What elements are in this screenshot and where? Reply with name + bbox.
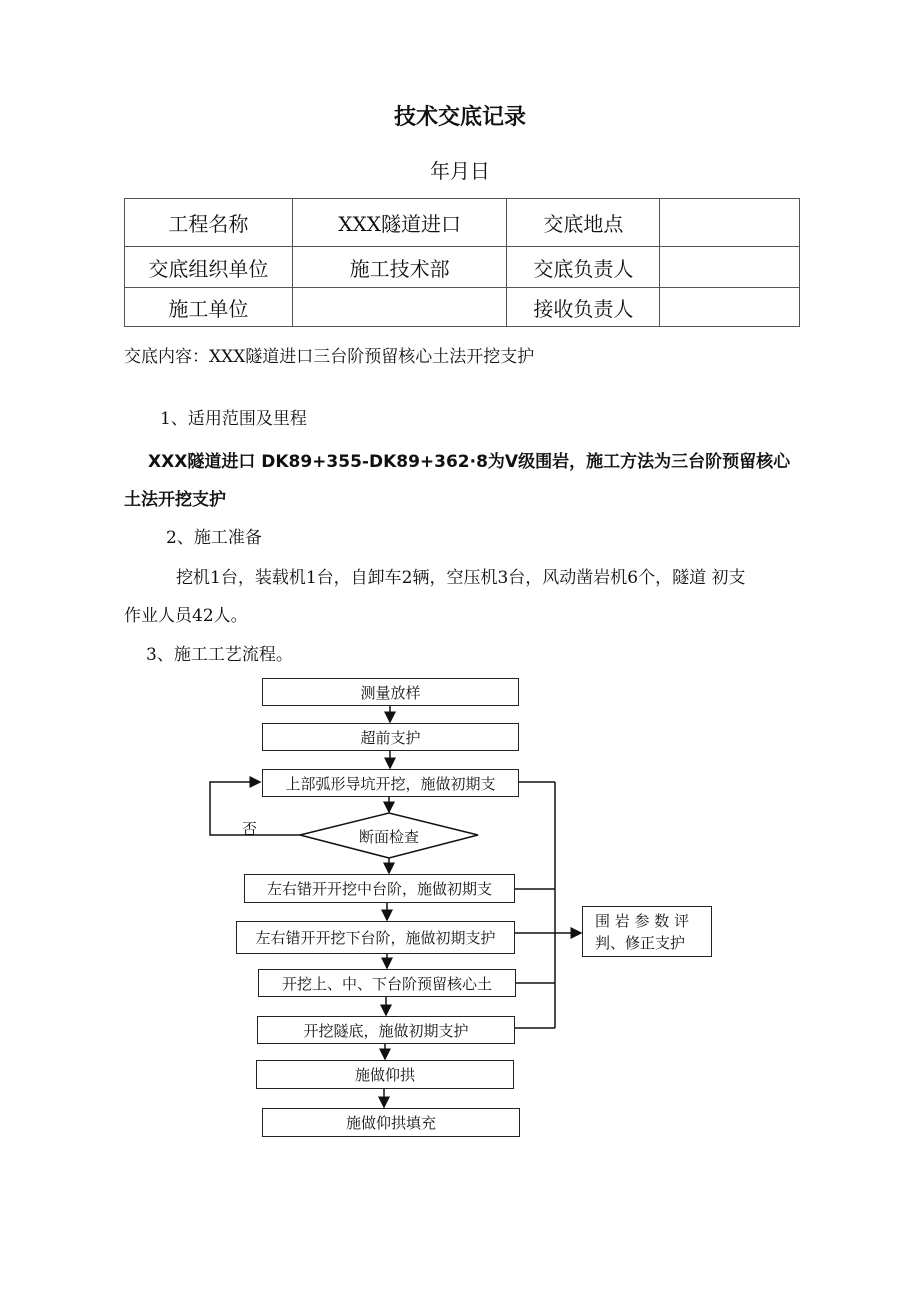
section1-line1: XXX隧道进口 DK89+355-DK89+362·8为V级围岩，施工方法为三台阶预留核心 [148, 452, 791, 472]
table-cell: 交底负责人 [507, 247, 660, 288]
section3-heading: 3、施工工艺流程。 [146, 645, 293, 665]
section2-line1: 挖机1台，装载机1台，自卸车2辆，空压机3台，风动凿岩机6个，隧道 初支 [176, 568, 746, 588]
section1-line2: 土法开挖支护 [124, 490, 226, 510]
document-date: 年月日 [430, 159, 490, 183]
side-box-line2: 判、修正支护 [595, 933, 686, 952]
flow-step-3: 上部弧形导坑开挖，施做初期支 [262, 769, 519, 797]
flow-step-6: 开挖上、中、下台阶预留核心土 [258, 969, 516, 997]
flow-no-label: 否 [242, 820, 258, 838]
flow-side-box [582, 906, 712, 957]
flow-step-8: 施做仰拱 [256, 1060, 514, 1089]
flow-decision: 断面检查 [358, 828, 419, 846]
document-title: 技术交底记录 [393, 105, 526, 130]
section1-heading: 1、适用范围及里程 [160, 409, 307, 429]
content-line: 交底内容：XXX隧道进口三台阶预留核心土法开挖支护 [124, 347, 535, 367]
table-cell: 施工技术部 [292, 247, 507, 288]
table-cell: XXX隧道进口 [292, 199, 507, 247]
table-cell: 交底地点 [507, 199, 660, 247]
side-box-line1: 围 岩 参 数 评 [595, 911, 690, 930]
table-cell: 施工单位 [125, 288, 293, 327]
section2-heading: 2、施工准备 [166, 528, 262, 548]
flow-step-2: 超前支护 [262, 723, 519, 751]
flow-step-1: 测量放样 [262, 678, 519, 706]
table-cell: 工程名称 [125, 199, 293, 247]
section2-line2: 作业人员42人。 [124, 606, 248, 626]
flow-step-4: 左右错开开挖中台阶，施做初期支 [244, 874, 515, 903]
flow-step-5: 左右错开开挖下台阶，施做初期支护 [236, 921, 515, 954]
table-cell: 交底组织单位 [125, 247, 293, 288]
table-cell: 接收负责人 [507, 288, 660, 327]
flow-step-9: 施做仰拱填充 [262, 1108, 520, 1137]
flow-step-7: 开挖隧底，施做初期支护 [257, 1016, 515, 1044]
